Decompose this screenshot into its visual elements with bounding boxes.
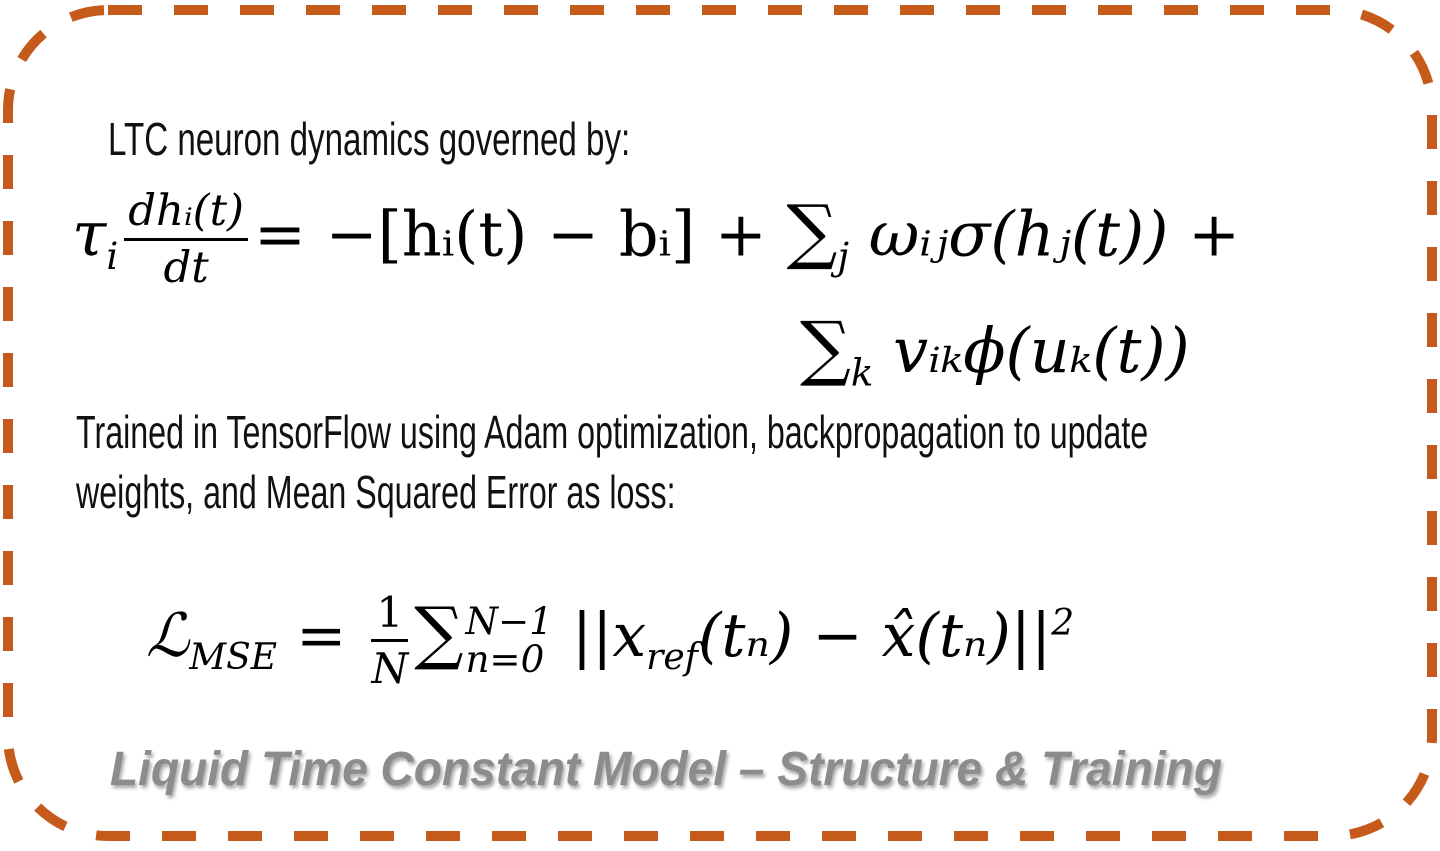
training-line-1: Trained in TensorFlow using Adam optimization, backpropagation to update: [76, 406, 1149, 458]
training-line-2: weights, and Mean Squared Error as loss:: [76, 466, 676, 518]
rhs-leak-term: = −[hᵢ(t) − bᵢ] +: [253, 197, 787, 271]
loss-subscript: MSE: [189, 637, 278, 679]
norm-open-term: ||x: [552, 601, 647, 672]
sum-symbol-n: ∑: [414, 593, 464, 674]
sum-j-subscript: j: [837, 234, 849, 279]
loss-symbol: ℒ: [146, 601, 190, 672]
one-over-n-fraction: [371, 588, 408, 693]
training-description: [76, 402, 1148, 522]
tau-symbol: τ: [72, 197, 107, 271]
derivative-denominator: dt: [163, 243, 209, 293]
derivative-fraction: [124, 186, 248, 293]
derivative-numerator: dhᵢ(t): [124, 186, 248, 241]
sum-limits: [465, 599, 553, 681]
rhs-input-term: vᵢₖϕ(uₖ(t)): [873, 314, 1190, 387]
tau-subscript: i: [106, 234, 119, 279]
sum-upper-limit: N−1: [465, 599, 553, 644]
ref-subscript: ref: [646, 637, 699, 679]
figure-caption: Liquid Time Constant Model – Structure & Training: [110, 743, 1222, 796]
fraction-numerator: 1: [371, 588, 408, 642]
mse-loss-equation: [146, 588, 1074, 693]
intro-text: LTC neuron dynamics governed by:: [108, 113, 631, 165]
rhs-synaptic-term: ωᵢⱼσ(hⱼ(t)) +: [848, 197, 1241, 271]
ltc-equation-line-2: [800, 306, 1190, 394]
equals-sign: =: [277, 601, 366, 672]
ltc-equation-line-1: [72, 186, 1240, 293]
sum-lower-limit: n=0: [465, 636, 545, 681]
sum-k-subscript: k: [850, 350, 874, 395]
sum-symbol-k: ∑: [800, 306, 851, 389]
fraction-denominator: N: [371, 644, 409, 693]
norm-difference-term: (tₙ) − x̂(tₙ)||: [698, 601, 1052, 672]
sum-symbol-j: ∑: [786, 189, 838, 273]
power-two: 2: [1051, 603, 1075, 645]
